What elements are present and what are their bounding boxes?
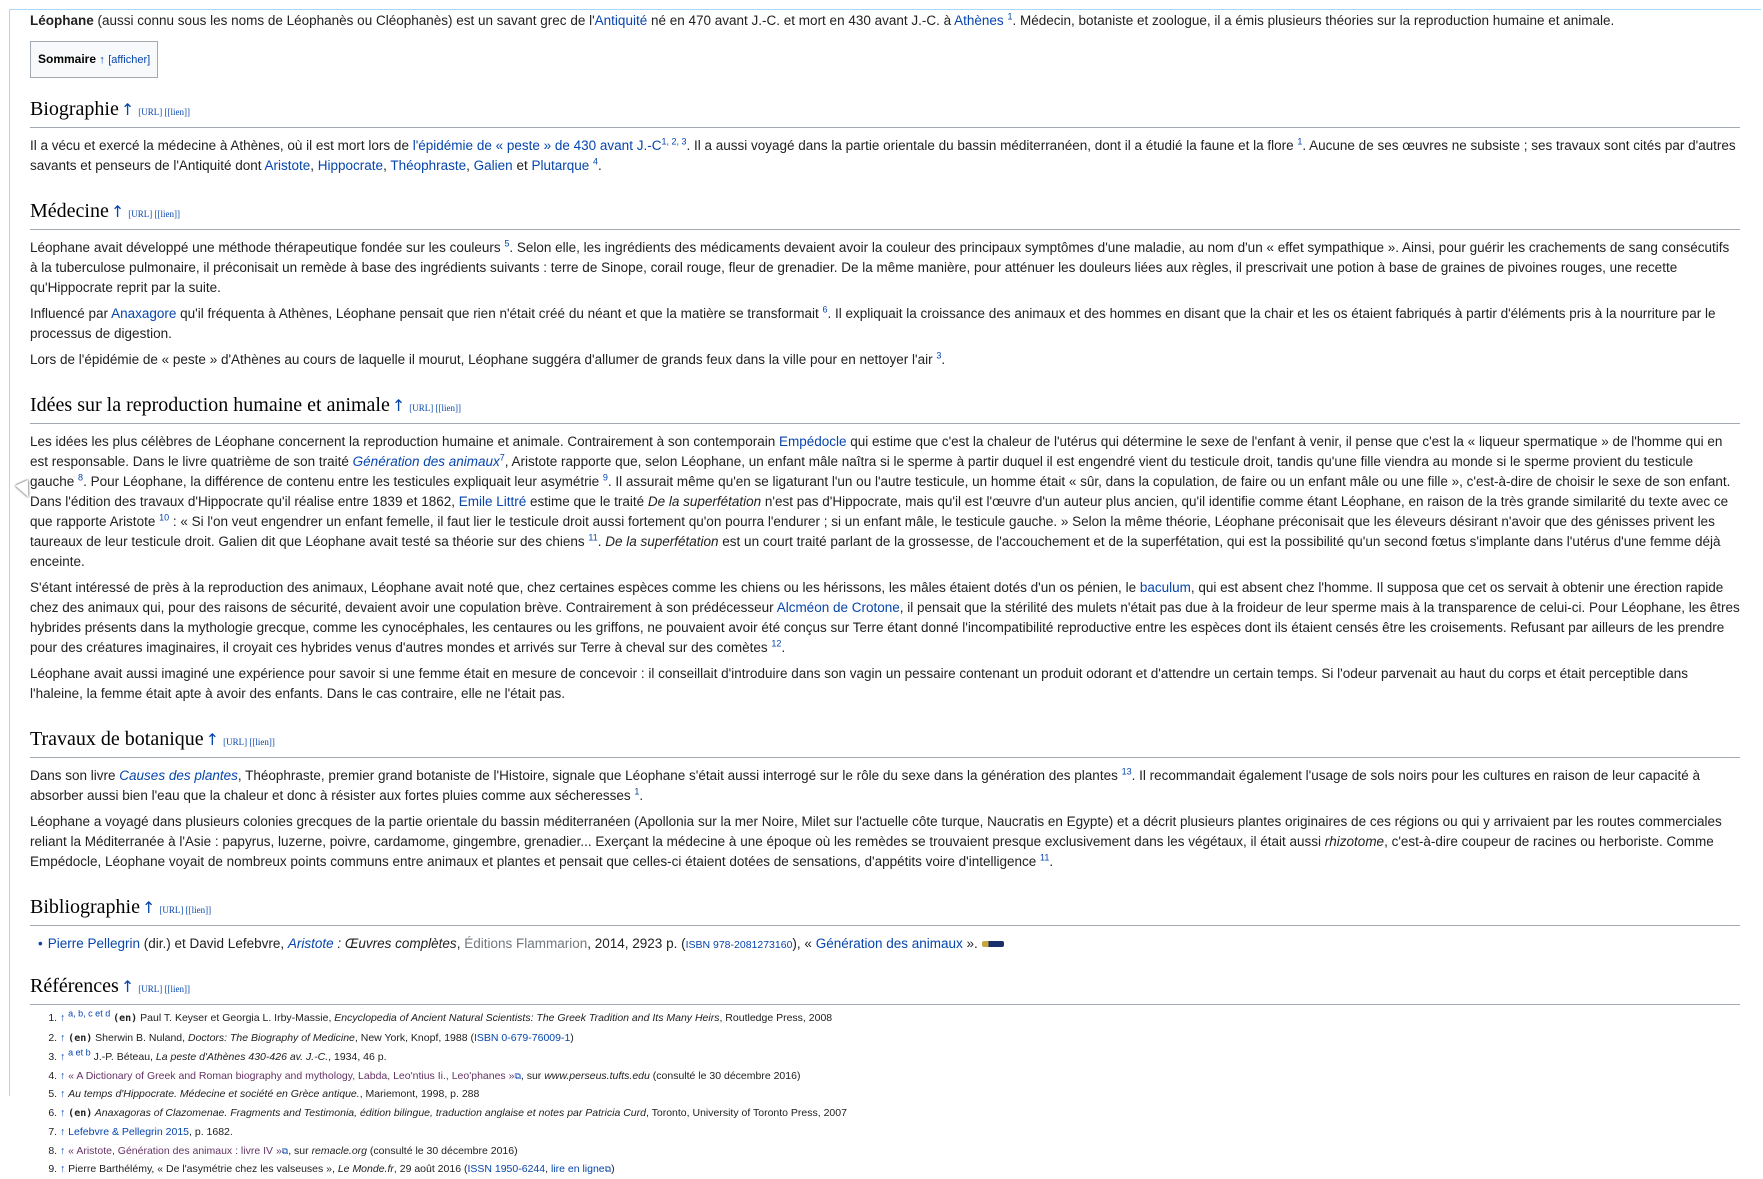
medecine-paragraph-3 — [30, 350, 1740, 370]
ref-link[interactable]: 5 — [504, 238, 510, 249]
botanique-paragraph-2 — [30, 812, 1740, 872]
text: . Il expliquait la croissance des animaux et des hommes en disant que la chair et les os étaient fabriqués à partir d'éléments pris à la nourriture par le processus de digestion. — [30, 306, 1716, 341]
heading-text: Biographie — [30, 98, 119, 120]
ref-backlinks[interactable]: a, b, c et d — [68, 1008, 111, 1019]
heading-text: Idées sur la reproduction humaine et animale — [30, 394, 390, 416]
external-link[interactable]: « Aristote, Génération des animaux : livre IV » — [68, 1144, 282, 1157]
text: Dans son livre — [30, 768, 120, 783]
link-aristote-oeuvres[interactable] — [288, 936, 334, 951]
heading-text: Bibliographie — [30, 896, 140, 918]
text: Léophane a voyagé dans plusieurs colonies grecques de la partie orientale du bassin méditerranéen (Apollonia sur la mer Noire, Milet sur l'actuelle côte turque, Naucratis en Egypte) et a décrit plusieurs plantes originaires de ces régions ou qui y arrivaient par les routes commerciales reliant la Méditerranée à l'Asie : papyrus, luzerne, poivre, cardamome, gingembre, grenadier... Exerçant la médecine à une époque où les remèdes se trouvaient presque exclusivement dans les végétaux, il était aussi — [30, 814, 1722, 849]
text: , sur — [288, 1144, 312, 1157]
link-littre[interactable]: Emile Littré — [458, 494, 527, 509]
ref-link[interactable]: 1 — [634, 786, 640, 797]
external-link-icon: ⧉ — [281, 1145, 289, 1156]
bibliography-list — [30, 934, 1740, 955]
article-subject: Léophane — [30, 13, 94, 28]
ref-back-arrow-icon[interactable]: ↑ — [60, 1144, 66, 1157]
text: , Théophraste, premier grand botaniste de l'Histoire, signale que Léophane s'était aussi interrogé sur le rôle du sexe dans la génération des plantes — [237, 768, 1122, 783]
article-content — [30, 11, 1740, 1179]
idees-paragraph-2 — [30, 578, 1740, 658]
text: . Il a aussi voyagé dans la partie orientale du bassin méditerranéen, dont il a étudié la faune et la flore — [686, 138, 1298, 153]
italic-title: De la superfétation — [647, 494, 762, 509]
isbn-link[interactable]: ISBN 978-2081273160 — [685, 939, 793, 951]
text: . — [941, 352, 946, 367]
intro-text: né en 470 avant J.-C. et mort en 430 avant J.-C. à — [647, 13, 955, 28]
text: (consulté le 30 décembre 2016) — [649, 1069, 801, 1082]
publisher: Éditions Flammarion — [464, 936, 588, 951]
reference-item — [60, 1160, 1740, 1179]
lang-badge: (en) — [68, 1032, 93, 1044]
up-arrow-icon[interactable]: ↑ — [141, 898, 156, 917]
link-hippocrate[interactable]: Hippocrate — [317, 158, 384, 173]
references-list — [30, 1009, 1740, 1179]
url-link[interactable]: [URL] — [159, 905, 184, 915]
idees-paragraph-3 — [30, 664, 1740, 704]
text: (consulté le 30 décembre 2016) — [367, 1144, 518, 1157]
ref-link[interactable]: 7 — [499, 452, 505, 463]
medecine-paragraph-2 — [30, 304, 1740, 344]
text: . Aucune de ses œuvres ne subsiste ; ses travaux sont cités par d'autres savants et penseurs de l'Antiquité dont — [30, 138, 1736, 173]
up-arrow-icon[interactable]: ↑ — [110, 202, 125, 221]
heading-idees — [30, 392, 1740, 424]
lien-link[interactable]: [[lien]] — [435, 403, 462, 413]
text: . — [1049, 854, 1054, 869]
text: Sherwin B. Nuland, — [92, 1031, 188, 1044]
heading-botanique — [30, 726, 1740, 758]
text: : « Si l'on veut engendrer un enfant femelle, il faut lier le testicule droit aussi fortement qu'on pourra l'endurer ; si un enfant mâle, le testicule gauche. » Selon la même théorie, Léophane préconisait que les éleveurs désirant n'avoir que des génisses privent les taureaux de leur testicule droit. Galien dit que Léophane avait testé sa théorie sur des chiens — [30, 514, 1715, 549]
text: Léophane avait aussi imaginé une expérience pour savoir si une femme était en mesure de concevoir : il conseillait d'introduire dans son vagin un pessaire contenant un produit odorant et d'attendre un certain temps. Si l'odeur parvenait au haut du corps et était perceptible dans l'haleine, la femme était apte à avoir des enfants. Dans le cas contraire, elle ne l'était pas. — [30, 666, 1688, 701]
ref-link[interactable]: 4 — [593, 156, 599, 167]
ref-link[interactable]: 3 — [936, 350, 942, 361]
link-text: Causes des plantes — [119, 768, 238, 783]
link-generation-animaux[interactable] — [353, 454, 500, 469]
external-link-icon: ⧉ — [604, 1164, 612, 1174]
link-plutarque[interactable]: Plutarque — [531, 158, 590, 173]
text: Lors de l'épidémie de « peste » d'Athènes au cours de laquelle il mourut, Léophane suggéra d'allumer de grands feux dans la ville pour en nettoyer l'air — [30, 352, 937, 367]
external-link-icon: ⧉ — [514, 1070, 521, 1081]
reference-item — [60, 1029, 1740, 1049]
lien-link[interactable]: [[lien]] — [185, 905, 212, 915]
italic-title: Anaxagoras of Clazomenae. Fragments and Testimonia, édition bilingue, traduction anglaise et notes par Patricia Curd — [92, 1106, 646, 1119]
reference-item — [60, 1085, 1740, 1104]
ref-link[interactable]: 10 — [159, 512, 170, 523]
url-link[interactable]: [URL] — [409, 403, 434, 413]
italic-title: Au temps d'Hippocrate. Médecine et société en Grèce antique. — [68, 1088, 360, 1100]
ref-back-arrow-icon[interactable]: ↑ — [60, 1012, 66, 1024]
text: Pierre Barthélémy, « De l'asymétrie chez les valseuses », — [65, 1163, 338, 1175]
table-of-contents — [30, 41, 158, 78]
italic-title: Encyclopedia of Ancient Natural Scientists: The Greek Tradition and Its Many Heirs — [334, 1012, 720, 1024]
text: n'est pas d'Hippocrate, mais qu'il est l'œuvre d'un auteur plus ancien, qu'il identifie comme étant Léophane, en raison de la très grande similarité du texte avec ce que rapporte Aristote — [30, 494, 1729, 529]
text: . — [597, 534, 606, 549]
isbn-link[interactable]: ISBN 0-679-76009-1 — [473, 1031, 571, 1044]
text: est un court traité parlant de la grossesse, de l'accouchement et de la superfétation, qui est la possibilité qu'un second fœtus s'implante dans l'utérus d'une femme déjà enceinte. — [30, 534, 1721, 569]
italic-title: De la superfétation — [605, 534, 719, 549]
external-link[interactable]: « A Dictionary of Greek and Roman biography and mythology, Labda, Leo'ntius Ii., Leo'phanes » — [68, 1069, 515, 1082]
link-generation-animaux[interactable]: Génération des animaux — [815, 936, 963, 951]
text: ), « — [792, 936, 816, 951]
text: , 29 août 2016 ( — [393, 1163, 468, 1175]
ref-back-arrow-icon[interactable]: ↑ — [60, 1106, 66, 1119]
text: ) — [611, 1163, 615, 1175]
url-link[interactable]: [URL] — [138, 107, 163, 117]
text: , il pensait que la stérilité des mulets n'était pas due à la froideur de leur sperme mais à la transparence de celui-ci. Pour Léophane, les êtres hybrides présents dans la mythologie grecque, comme les cynocéphales, les centaures ou les griffons, ne pouvaient avoir été conçus sur Terre étant donné l'incompatibilité reproductive entre les espèces dont ils étaient censés être les croisements. Refusant par ailleurs de les prendre pour des créatures imaginaires, il croyait ces hybrides venus d'autres mondes et arrivés sur Terre à cheval sur des comètes — [30, 600, 1740, 655]
link-text: Aristote — [287, 936, 334, 951]
ref-link[interactable]: 1 — [1007, 11, 1013, 22]
idees-paragraph-1 — [30, 432, 1740, 572]
ref-link[interactable]: 8 — [78, 472, 84, 483]
ref-back-arrow-icon[interactable]: ↑ — [60, 1163, 66, 1175]
url-link[interactable]: [URL] — [138, 984, 163, 994]
lien-link[interactable]: [[lien]] — [164, 107, 191, 117]
text: , sur — [520, 1069, 545, 1082]
text: , p. 1682. — [189, 1126, 233, 1138]
text: , 2014, 2923 p. ( — [587, 936, 686, 951]
ref-backlinks[interactable]: a et b — [68, 1047, 91, 1058]
link-causes-plantes[interactable] — [119, 768, 238, 783]
link-baculum[interactable]: baculum — [1139, 580, 1191, 595]
text: Les idées les plus célèbres de Léophane concernent la reproduction humaine et animale. Contrairement à son contemporain — [30, 434, 779, 449]
link-anaxagore[interactable]: Anaxagore — [111, 306, 177, 321]
text: S'étant intéressé de près à la reproduction des animaux, Léophane avait noté que, chez certaines espèces comme les chiens ou les hérissons, les mâles étaient dotés d'un os pénien, le — [30, 580, 1140, 595]
reference-item — [60, 1142, 1740, 1161]
url-link[interactable]: [URL] — [128, 209, 153, 219]
text: , New York, Knopf, 1988 ( — [354, 1031, 474, 1044]
text: . Pour Léophane, la différence de contenu entre les testicules expliquait leur asymétrie — [83, 474, 603, 489]
link-epidemie[interactable]: l'épidémie de « peste » de 430 avant J.-C — [412, 138, 662, 153]
intro-paragraph — [30, 11, 1740, 31]
ref-back-arrow-icon[interactable]: ↑ — [60, 1088, 66, 1100]
ref-back-arrow-icon[interactable]: ↑ — [60, 1069, 66, 1082]
internal-link[interactable]: Lefebvre & Pellegrin 2015 — [68, 1126, 190, 1138]
biographie-paragraph: Il a vécu et exercé la médecine à Athènes, où il est mort lors de l'épidémie de « peste » de 430 avant J.-C$^{1, 2, 3}$. Il a aussi voyagé dans la partie orientale du bassin méditerranéen, dont il a étudié la faune et la flore $^1$. Aucune de ses œuvres ne subsiste ; ses travaux sont cités par d'autres savants et penseurs de l'Antiquité dont Aristote, Hippocrate, Théophraste, Galien et Plutarque $^4$. — [30, 136, 1736, 173]
italic-title: : Œuvres complètes — [333, 936, 457, 951]
ref-link[interactable]: 6 — [822, 304, 828, 315]
up-arrow-icon[interactable]: ↑ — [120, 100, 135, 119]
text: . Il assurait même qu'en se ligaturant l'un ou l'autre testicule, un homme était « sûr, dans la copulation, de faire ou un enfant mâle ou une fille », c'est-à-dire de choisir le sexe de son enfant. Dans l'édition des travaux d'Hippocrate qu'il réalise entre 1839 et 1862, — [30, 474, 1731, 509]
link-pellegrin[interactable]: Pierre Pellegrin — [47, 936, 141, 951]
link-aristote[interactable]: Aristote — [264, 158, 311, 173]
text: qui estime que c'est la chaleur de l'utérus qui détermine le sexe de l'enfant à venir, il pense que c'est la « liqueur spermatique » de l'homme qui en est responsable. Dans le livre quatrième de son traité — [30, 434, 1723, 469]
text: . — [639, 788, 644, 803]
bibliography-item — [30, 934, 1740, 955]
text: Léophane avait développé une méthode thérapeutique fondée sur les couleurs — [30, 240, 505, 255]
italic-title: Le Monde.fr — [337, 1163, 394, 1175]
text: ». — [962, 936, 978, 951]
text: Influencé par — [30, 306, 112, 321]
text: , — [456, 936, 465, 951]
lang-badge: (en) — [68, 1107, 93, 1119]
url-link[interactable]: [URL] — [223, 737, 248, 747]
text: estime que le traité — [526, 494, 648, 509]
ref-back-arrow-icon[interactable]: ↑ — [60, 1031, 66, 1044]
text: , — [545, 1163, 551, 1175]
heading-text: Médecine — [30, 200, 109, 222]
up-arrow-icon[interactable]: ↑ — [205, 730, 220, 749]
italic-title: Doctors: The Biography of Medicine — [187, 1031, 355, 1044]
lang-badge: (en) — [113, 1013, 138, 1024]
pen-icon[interactable] — [982, 941, 1004, 947]
toc-arrow-icon[interactable]: ↑ — [99, 54, 105, 66]
text: , Aristote rapporte que, selon Léophane, un enfant mâle naîtra si le sperme à partir duquel il est engendré vient du testicule droit, tandis qu'une fille viendra au monde si le sperme provient du testicule gauche — [30, 454, 1694, 489]
text: , Toronto, University of Toronto Press, 2007 — [645, 1106, 847, 1119]
ref-link[interactable]: 1, 2, 3 — [661, 136, 687, 147]
reference-item — [60, 1067, 1740, 1086]
text: ) — [570, 1031, 574, 1044]
link-alcmeon[interactable]: Alcméon de Crotone — [776, 600, 900, 615]
ref-back-arrow-icon[interactable]: ↑ — [60, 1126, 66, 1138]
heading-references — [30, 973, 1740, 1005]
italic-title: La peste d'Athènes 430-426 av. J.-C. — [155, 1051, 329, 1063]
heading-bibliographie — [30, 894, 1740, 926]
lien-link[interactable]: [[lien]] — [154, 209, 180, 219]
ref-link[interactable]: 9 — [602, 472, 608, 483]
lien-link[interactable]: [[lien]] — [249, 737, 275, 747]
heading-medecine — [30, 198, 1740, 230]
text: , c'est-à-dire coupeur de racines ou herboriste. Comme Empédocle, Léophane voyait de nombreux points communs entre animaux et plantes et pensait que celles-ci étaient dotées de sensations, d'appétits voire d'intelligence — [30, 834, 1714, 869]
link-galien[interactable]: Galien — [473, 158, 513, 173]
link-antiquite[interactable]: Antiquité — [594, 13, 648, 28]
text: . Selon elle, les ingrédients des médicaments devaient avoir la couleur des principaux symptômes d'une maladie, au nom d'un « effet sympathique ». Ainsi, pour guérir les crachements de sang consécutifs à la tuberculose pulmonaire, il préconisait un remède à base des ingrédients suivants : terre de Sinope, corail rouge, fleur de grenadier. De la même manière, pour atténuer les douleurs liées aux règles, il prescrivait une potion à base de graines de pivoines rouges, une recette qu'Hippocrate reprit par la suite. — [30, 240, 1730, 295]
text: . — [598, 158, 602, 173]
link-text: Génération des animaux — [352, 454, 500, 469]
text: , qui est absent chez l'homme. Il supposa que cet os servait à obtenir une érection rapide chez des animaux qui, pour des raisons de sécurité, devaient avoir une copulation brève. Contrairement à son prédécesseur — [30, 580, 1724, 615]
link-theophraste[interactable]: Théophraste — [390, 158, 467, 173]
heading-text: Références — [30, 975, 119, 997]
italic-site: remacle.org — [311, 1144, 368, 1157]
text: et — [512, 158, 532, 173]
link-athenes[interactable]: Athènes — [954, 13, 1004, 28]
ref-link[interactable]: 11 — [588, 532, 598, 543]
botanique-paragraph-1 — [30, 766, 1740, 806]
italic-term: rhizotome — [1324, 834, 1385, 849]
text: J.-P. Béteau, — [90, 1051, 156, 1063]
ref-link[interactable]: 12 — [771, 638, 782, 649]
ref-link[interactable]: 1 — [1297, 136, 1303, 147]
italic-site: www.perseus.tufts.edu — [544, 1069, 650, 1082]
ref-back-arrow-icon[interactable]: ↑ — [60, 1051, 66, 1063]
toc-title: Sommaire — [38, 52, 97, 66]
intro-text: . Médecin, botaniste et zoologue, il a émis plusieurs théories sur la reproduction humaine et animale. — [1012, 13, 1615, 28]
reference-item — [60, 1104, 1740, 1124]
read-online-link[interactable]: lire en ligne — [550, 1163, 605, 1175]
lien-link[interactable]: [[lien]] — [164, 984, 190, 994]
medecine-paragraph-1 — [30, 238, 1740, 298]
up-arrow-icon[interactable]: ↑ — [120, 977, 135, 996]
issn-link[interactable]: ISSN 1950-6244 — [467, 1163, 546, 1175]
text: Il a vécu et exercé la médecine à Athènes, où il est mort lors de — [30, 138, 413, 153]
ref-link[interactable]: 11 — [1040, 852, 1050, 863]
text: qu'il fréquenta à Athènes, Léophane pensait que rien n'était créé du néant et que la matière se transformait — [176, 306, 823, 321]
text: . Il recommandait également l'usage de sols noirs pour les cultures en raison de leur capacité à absorber aussi bien l'eau que la chaleur et donc à résister aux fortes pluies comme aux sécheresses — [30, 768, 1700, 803]
link-empedocle[interactable]: Empédocle — [778, 434, 847, 449]
reference-item — [60, 1009, 1740, 1029]
reference-item — [60, 1123, 1740, 1142]
text: Paul T. Keyser et Georgia L. Irby-Massie, — [137, 1012, 335, 1024]
intro-text: (aussi connu sous les noms de Léophanès ou Cléophanès) est un savant grec de l' — [93, 13, 595, 28]
heading-text: Travaux de botanique — [30, 728, 204, 750]
up-arrow-icon[interactable]: ↑ — [391, 396, 406, 415]
text: , 1934, 46 p. — [328, 1051, 387, 1063]
text: , Routledge Press, 2008 — [719, 1012, 833, 1024]
heading-biographie — [30, 96, 1740, 128]
ref-link[interactable]: 13 — [1121, 766, 1132, 777]
text: . — [781, 640, 786, 655]
toc-toggle-link[interactable]: [afficher] — [108, 54, 151, 66]
text: , Mariemont, 1998, p. 288 — [359, 1088, 480, 1100]
text: (dir.) et David Lefebvre, — [140, 936, 288, 951]
reference-item — [60, 1048, 1740, 1067]
